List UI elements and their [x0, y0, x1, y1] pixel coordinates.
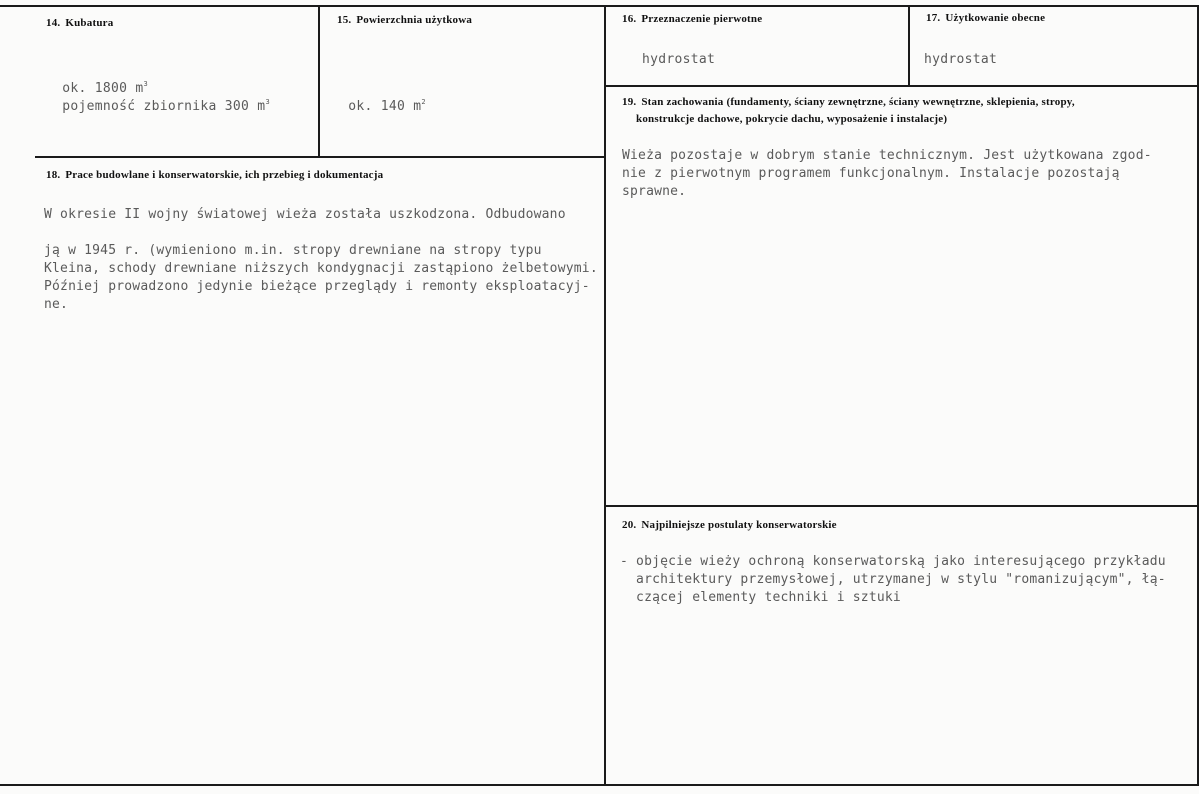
field-17-value: hydrostat: [924, 52, 998, 67]
field-14-value-line1-sup: 3: [143, 80, 149, 88]
divider-below-19: [605, 505, 1199, 507]
divider-14-15: [318, 6, 320, 157]
divider-below-14-15: [35, 156, 606, 158]
field-18-line: W okresie II wojny światowej wieża została uszkodzona. Odbudowano: [44, 207, 566, 222]
field-16-number: 16.: [622, 13, 637, 25]
field-20-line: - objęcie wieży ochroną konserwatorską jako interesującego przykładu: [620, 554, 1166, 569]
field-20-line: czącej elementy techniki i sztuki: [620, 590, 901, 605]
field-17-header: [926, 12, 1045, 24]
field-14-number: 14.: [46, 17, 61, 29]
field-18-line: ne.: [44, 297, 69, 312]
field-19-number: 19.: [622, 96, 637, 108]
field-16-value: hydrostat: [642, 52, 716, 67]
field-17-number: 17.: [926, 12, 941, 24]
field-18-text: [44, 206, 598, 314]
field-19-title-cont: konstrukcje dachowe, pokrycie dachu, wyposażenie i instalacje): [636, 113, 948, 125]
divider-below-16-17: [605, 85, 1199, 87]
field-18-line: Kleina, schody drewniane niższych kondygnacji zastąpiono żelbetowymi.: [44, 261, 598, 276]
field-18-number: 18.: [46, 169, 61, 181]
field-14-title: Kubatura: [65, 17, 114, 29]
field-20-text: [620, 553, 1166, 607]
field-19-text: [622, 147, 1152, 201]
field-15-value-sup: 2: [421, 98, 426, 106]
field-19-header: [622, 94, 1075, 128]
field-18-title: Prace budowlane i konserwatorskie, ich przebieg i dokumentacja: [65, 169, 384, 181]
field-18-line: ją w 1945 r. (wymieniono m.in. stropy drewniane na stropy typu: [44, 243, 542, 258]
field-18-header: [46, 169, 383, 181]
field-14-value-line2-text: pojemność zbiornika 300 m: [62, 99, 266, 114]
field-19-line: nie z pierwotnym programem funkcjonalnym. Instalacje pozostają: [622, 166, 1120, 181]
field-15-value-text: ok. 140 m: [348, 99, 422, 114]
field-15-number: 15.: [337, 14, 352, 26]
top-border: [0, 5, 1199, 7]
field-20-title: Najpilniejsze postulaty konserwatorskie: [641, 519, 837, 531]
field-19-line: sprawne.: [622, 184, 687, 199]
field-15-header: [337, 14, 472, 26]
bottom-border: [0, 784, 1199, 786]
field-14-header: [46, 17, 113, 29]
field-19-line: Wieża pozostaje w dobrym stanie technicznym. Jest użytkowana zgod-: [622, 148, 1152, 163]
field-19-title: Stan zachowania (fundamenty, ściany zewnętrzne, ściany wewnętrzne, sklepienia, stropy,: [641, 96, 1075, 108]
field-20-line: architektury przemysłowej, utrzymanej w stylu "romanizującym", łą-: [620, 572, 1166, 587]
field-15-value: [332, 77, 426, 115]
divider-left-right: [604, 6, 606, 786]
field-14-value-line1-text: ok. 1800 m: [62, 81, 144, 96]
field-18-line: Później prowadzono jedynie bieżące przeglądy i remonty eksploatacyj-: [44, 279, 590, 294]
field-20-header: [622, 519, 837, 531]
field-20-number: 20.: [622, 519, 637, 531]
divider-16-17: [908, 6, 910, 86]
field-15-title: Powierzchnia użytkowa: [356, 14, 473, 26]
field-16-title: Przeznaczenie pierwotne: [641, 13, 763, 25]
field-17-title: Użytkowanie obecne: [945, 12, 1046, 24]
field-16-header: [622, 13, 762, 25]
field-14-value-line2: [46, 77, 270, 115]
field-14-value-line2-sup: 3: [265, 98, 270, 106]
